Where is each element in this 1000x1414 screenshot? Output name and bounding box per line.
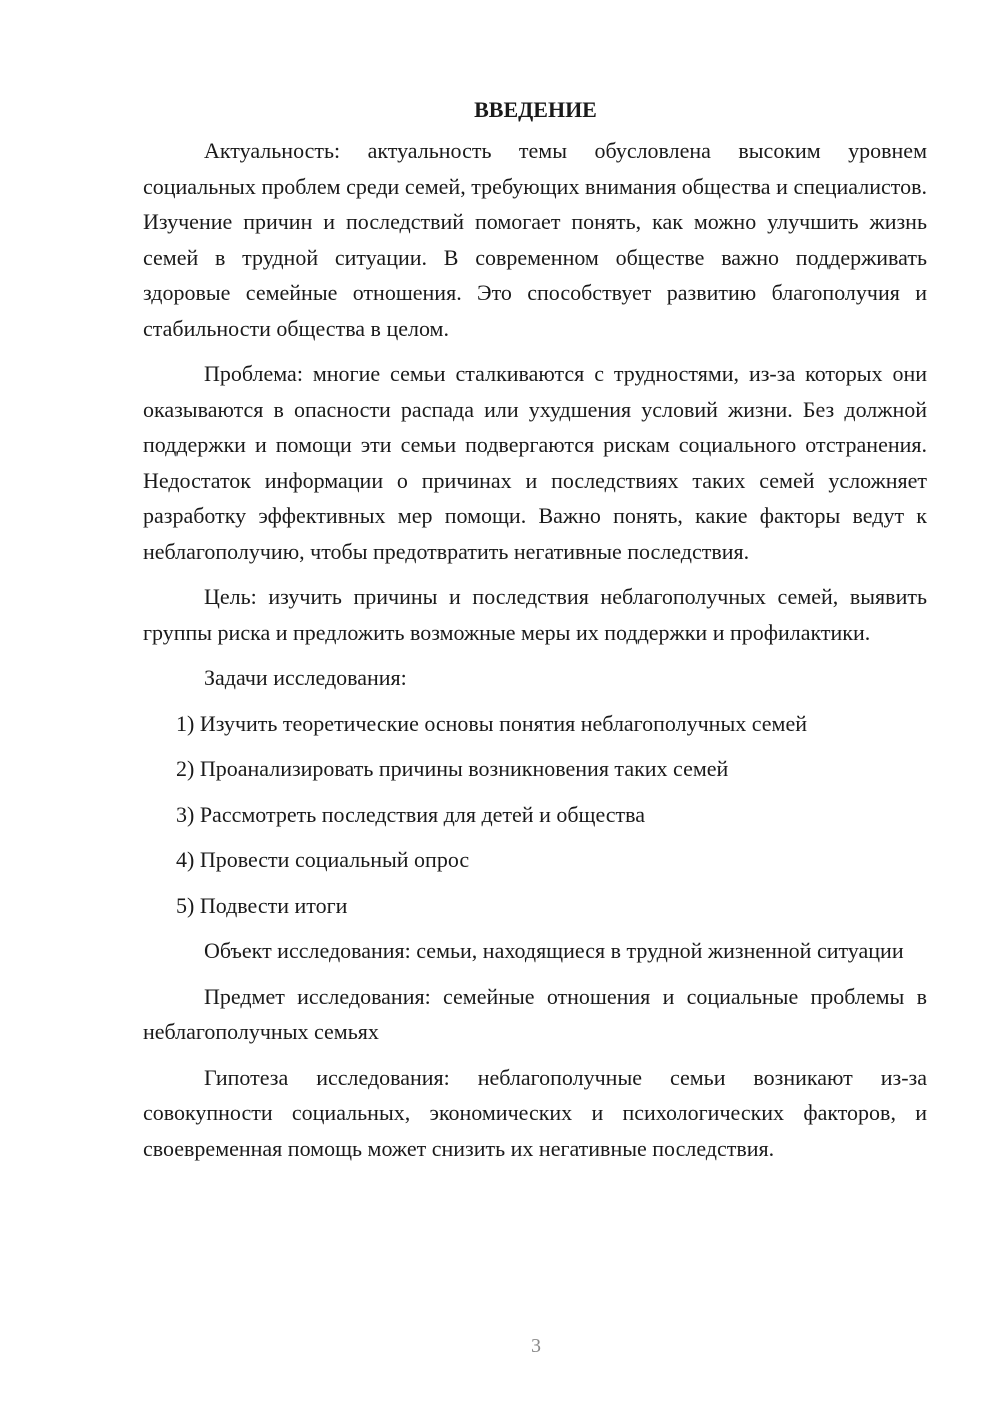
tasks-list bbox=[143, 706, 927, 924]
page-content bbox=[143, 92, 927, 1176]
paragraph-hypothesis: Гипотеза исследования: неблагополучные семьи возникают из-за совокупности социальных, экономических и психологических факторов, и своевременная помощь может снизить их негативные последствия. bbox=[143, 1064, 927, 1161]
tasks-heading: Задачи исследования: bbox=[204, 665, 407, 690]
paragraph-object: Объект исследования: семьи, находящиеся в трудной жизненной ситуации bbox=[204, 938, 904, 963]
list-item: 2) Проанализировать причины возникновения таких семей bbox=[176, 756, 729, 781]
list-item: 3) Рассмотреть последствия для детей и общества bbox=[176, 801, 646, 827]
paragraph-relevance: Актуальность: актуальность темы обусловлена высоким уровнем социальных проблем среди семей, требующих внимания общества и специалистов. Изучение причин и последствий помогает понять, как можно улучшить жизнь семей в трудной ситуации. В современном обществе важно поддерживать здоровые семейные отношения. Это способствует развитию благополучия и стабильности общества в целом. bbox=[143, 138, 927, 341]
list-item: 4) Провести социальный опрос bbox=[176, 847, 470, 872]
section-title: ВВЕДЕНИЕ bbox=[474, 97, 597, 122]
page-number: 3 bbox=[531, 1335, 541, 1357]
paragraph-goal: Цель: изучить причины и последствия неблагополучных семей, выявить группы риска и предложить возможные меры их поддержки и профилактики. bbox=[143, 584, 927, 645]
paragraph-problem: Проблема: многие семьи сталкиваются с трудностями, из-за которых они оказываются в опасности распада или ухудшения условий жизни. Без должной поддержки и помощи эти семьи подвергаются рискам социального отстранения. Недостаток информации о причинах и последствиях таких семей усложняет разработку эффективных мер помощи. Важно понять, какие факторы ведут к неблагополучию, чтобы предотвратить негативные последствия. bbox=[143, 361, 927, 564]
paragraph-subject: Предмет исследования: семейные отношения и социальные проблемы в неблагополучных семьях bbox=[143, 983, 927, 1044]
list-item: 1) Изучить теоретические основы понятия неблагополучных семей bbox=[176, 710, 807, 736]
list-item: 5) Подвести итоги bbox=[176, 892, 348, 918]
